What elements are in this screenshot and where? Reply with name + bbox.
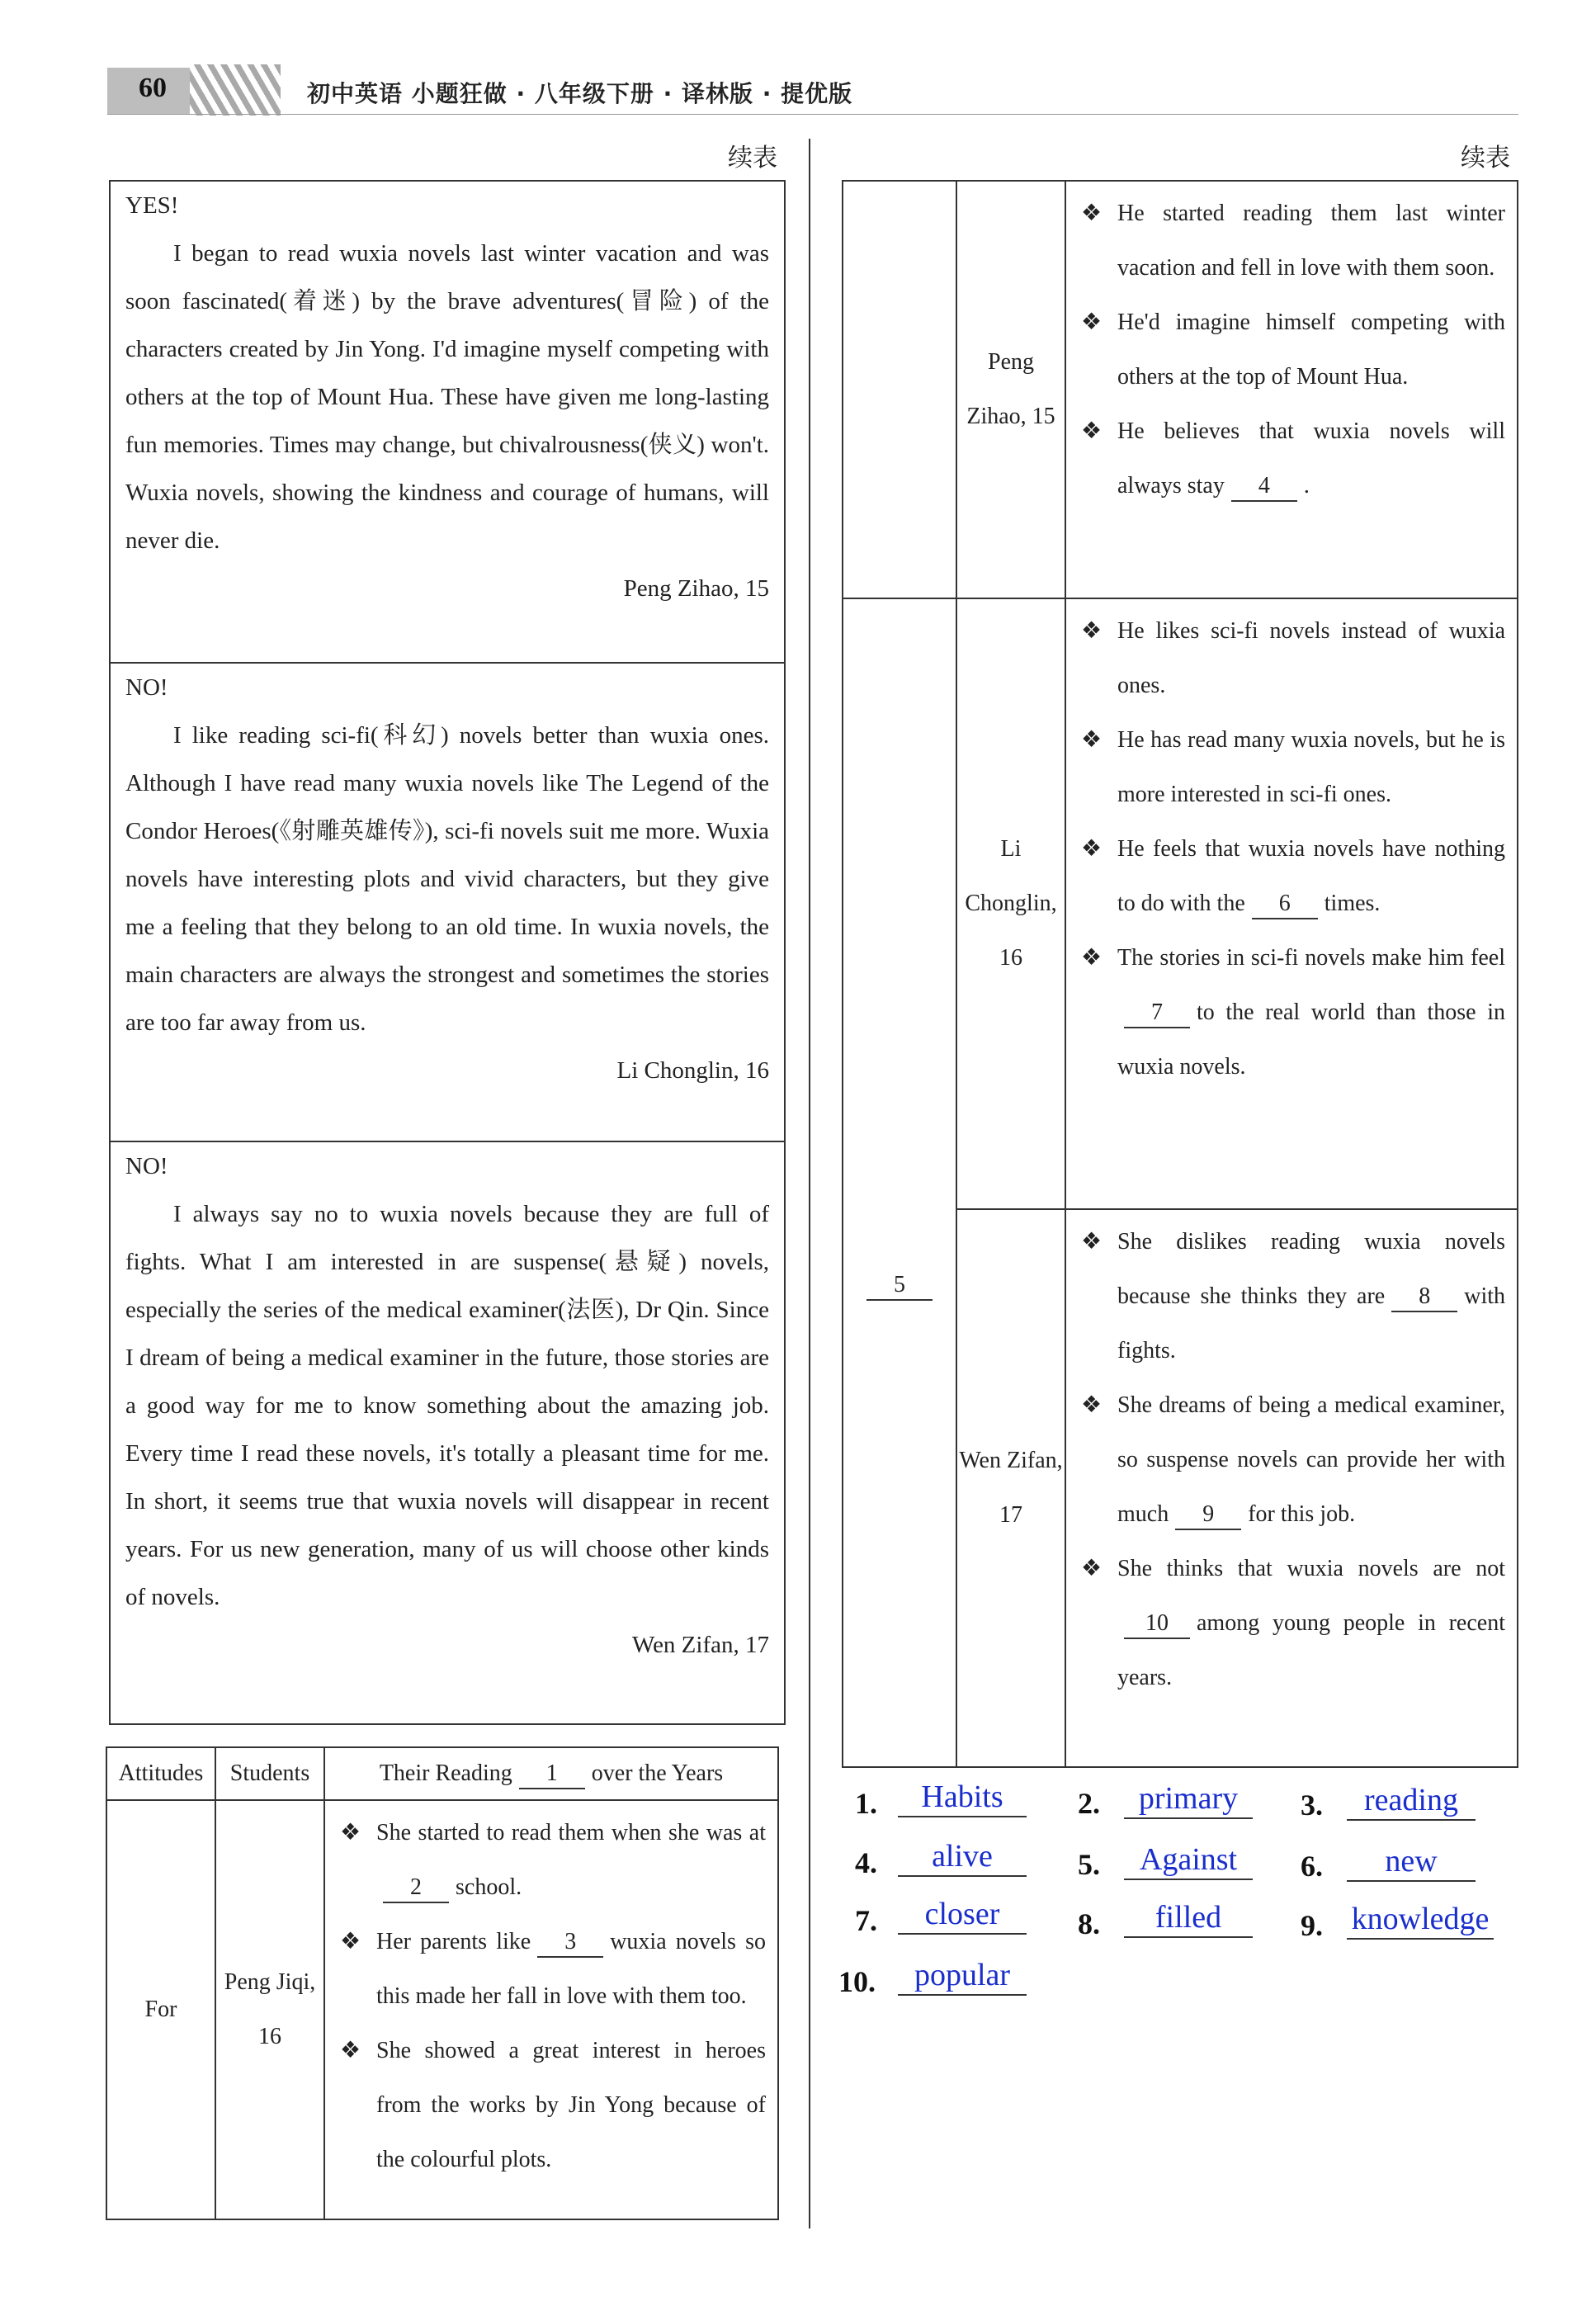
student-peng-jiqi: Peng Jiqi, 16: [215, 1800, 324, 2219]
answer-10: popular: [898, 1956, 1027, 1996]
student-peng-zihao: Peng Zihao, 15: [956, 181, 1065, 598]
answer-num-3: 3.: [1301, 1789, 1323, 1822]
letters-box: [109, 180, 786, 1725]
summary-table-right: [842, 180, 1518, 1768]
letter-signature: Li Chonglin, 16: [616, 1057, 769, 1084]
point: ❖ She showed a great interest in heroes from the works by Jin Yong because of the colourful plots.: [340, 2024, 766, 2187]
header-students: Students: [215, 1747, 324, 1800]
bullet-icon: ❖: [1081, 1229, 1103, 1255]
points-li-chonglin: [1065, 598, 1518, 1209]
answer-2: primary: [1124, 1779, 1253, 1819]
blank-10: 10: [1124, 1609, 1190, 1639]
letter-stance: NO!: [125, 1153, 168, 1179]
letter-li-chonglin: [111, 662, 784, 1141]
header-reading-before: Their Reading: [379, 1760, 512, 1786]
answer-num-4: 4.: [855, 1846, 877, 1879]
point: ❖ She dislikes reading wuxia novels because she thinks they are 8 with fights.: [1081, 1215, 1505, 1378]
bullet-icon: ❖: [1081, 727, 1103, 753]
bullet-icon: ❖: [1081, 836, 1103, 862]
header-rule: [107, 114, 1518, 115]
blank-8: 8: [1391, 1283, 1457, 1312]
answer-4: alive: [898, 1837, 1027, 1877]
point: ❖ She dreams of being a medical examiner, so suspense novels can provide her with much 9 for this job.: [1081, 1378, 1505, 1542]
continued-label-left: 续表: [728, 144, 777, 172]
bullet-icon: ❖: [340, 1820, 361, 1845]
page-number: 60: [139, 73, 167, 103]
letter-wen-zifan: [111, 1141, 784, 1723]
bullet-icon: ❖: [1081, 1392, 1103, 1418]
blank-1: 1: [519, 1760, 585, 1789]
point: ❖ Her parents like 3 wuxia novels so this made her fall in love with them too.: [340, 1915, 766, 2024]
answer-5: Against: [1124, 1841, 1253, 1880]
column-divider: [809, 139, 810, 2228]
book-title: 初中英语 小题狂做 · 八年级下册 · 译林版 · 提优版: [307, 80, 853, 107]
answer-num-5: 5.: [1078, 1848, 1100, 1881]
point: ❖ He feels that wuxia novels have nothing to do with the 6 times.: [1081, 822, 1505, 931]
bullet-icon: ❖: [1081, 1556, 1103, 1581]
letter-signature: Peng Zihao, 15: [623, 575, 769, 602]
answer-num-7: 7.: [855, 1904, 877, 1937]
student-wen-zifan: Wen Zifan, 17: [956, 1209, 1065, 1767]
header-attitudes: Attitudes: [106, 1747, 215, 1800]
point: ❖ He started reading them last winter vacation and fell in love with them soon.: [1081, 187, 1505, 295]
answer-9: knowledge: [1347, 1900, 1494, 1940]
letter-body: I always say no to wuxia novels because they are full of fights. What I am interested in are suspense(悬疑) novels, especially the series of the medical examiner(法医), Dr Qin. Since I dream of being a medical examiner in the future, those stories are a good way for me to know something about the amazing job. Every time I read these novels, it's totally a pleasant time for me. In short, it seems true that wuxia novels will disappear in recent years. For us new generation, many of us will choose other kinds of novels.: [125, 1201, 769, 1610]
bullet-icon: ❖: [1081, 418, 1103, 444]
point: ❖ He believes that wuxia novels will always stay 4 .: [1081, 404, 1505, 513]
letter-peng-zihao: [111, 182, 784, 662]
letter-signature: Wen Zifan, 17: [632, 1632, 769, 1658]
answer-7: closer: [898, 1895, 1027, 1935]
answer-3: reading: [1347, 1781, 1476, 1821]
answer-num-10: 10.: [838, 1965, 876, 1998]
student-li-chonglin: Li Chonglin, 16: [956, 598, 1065, 1209]
blank-2: 2: [383, 1874, 449, 1903]
answer-8: filled: [1124, 1898, 1253, 1938]
header-stripes: [190, 64, 281, 116]
point: ❖ He likes sci-fi novels instead of wuxia ones.: [1081, 604, 1505, 713]
summary-table-left: [106, 1746, 779, 2220]
continued-label-right: 续表: [1461, 144, 1510, 172]
blank-6: 6: [1252, 890, 1318, 919]
blank-4: 4: [1231, 472, 1297, 502]
blank-5: 5: [866, 1271, 933, 1301]
points-wen-zifan: [1065, 1209, 1518, 1767]
header-reading: [324, 1747, 778, 1800]
point: ❖ She thinks that wuxia novels are not10 among young people in recent years.: [1081, 1542, 1505, 1705]
points-peng-zihao: [1065, 181, 1518, 598]
point: ❖ She started to read them when she was at2 school.: [340, 1806, 766, 1915]
letter-body: I like reading sci-fi(科幻) novels better than wuxia ones. Although I have read many wuxia novels like The Legend of the Condor Heroes(《射雕英雄传》), sci-fi novels suit me more. Wuxia novels have interesting plots and vivid characters, but they give me a feeling that they belong to an old time. In wuxia novels, the main characters are always the strongest and sometimes the stories are too far away from us.: [125, 722, 769, 1036]
header-reading-after: over the Years: [591, 1760, 724, 1786]
bullet-icon: ❖: [1081, 201, 1103, 226]
bullet-icon: ❖: [340, 1929, 361, 1954]
answer-num-1: 1.: [855, 1787, 877, 1820]
attitude-against: [843, 598, 956, 1767]
point: ❖ He has read many wuxia novels, but he is more interested in sci-fi ones.: [1081, 713, 1505, 822]
point: ❖ The stories in sci-fi novels make him feel7 to the real world than those in wuxia novels.: [1081, 931, 1505, 1094]
answer-num-2: 2.: [1078, 1787, 1100, 1820]
answer-num-8: 8.: [1078, 1907, 1100, 1940]
answer-6: new: [1347, 1842, 1476, 1882]
answer-num-9: 9.: [1301, 1909, 1323, 1942]
bullet-icon: ❖: [340, 2038, 361, 2063]
bullet-icon: ❖: [1081, 945, 1103, 971]
answer-1: Habits: [898, 1778, 1027, 1817]
blank-3: 3: [537, 1928, 603, 1958]
blank-7: 7: [1124, 999, 1190, 1028]
points-peng-jiqi: [324, 1800, 778, 2219]
bullet-icon: ❖: [1081, 618, 1103, 644]
blank-9: 9: [1175, 1500, 1241, 1530]
letter-stance: YES!: [125, 192, 179, 219]
attitude-for: For: [106, 1800, 215, 2219]
letter-stance: NO!: [125, 674, 168, 701]
answer-num-6: 6.: [1301, 1850, 1323, 1883]
bullet-icon: ❖: [1081, 310, 1103, 335]
letter-body: I began to read wuxia novels last winter vacation and was soon fascinated(着迷) by the brave adventures(冒险) of the characters created by Jin Yong. I'd imagine myself competing with others at the top of Mount Hua. These have given me long-lasting fun memories. Times may change, but chivalrousness(侠义) won't. Wuxia novels, showing the kindness and courage of humans, will never die.: [125, 240, 769, 554]
point: ❖ He'd imagine himself competing with others at the top of Mount Hua.: [1081, 295, 1505, 404]
attitude-cell-top: [843, 181, 956, 598]
